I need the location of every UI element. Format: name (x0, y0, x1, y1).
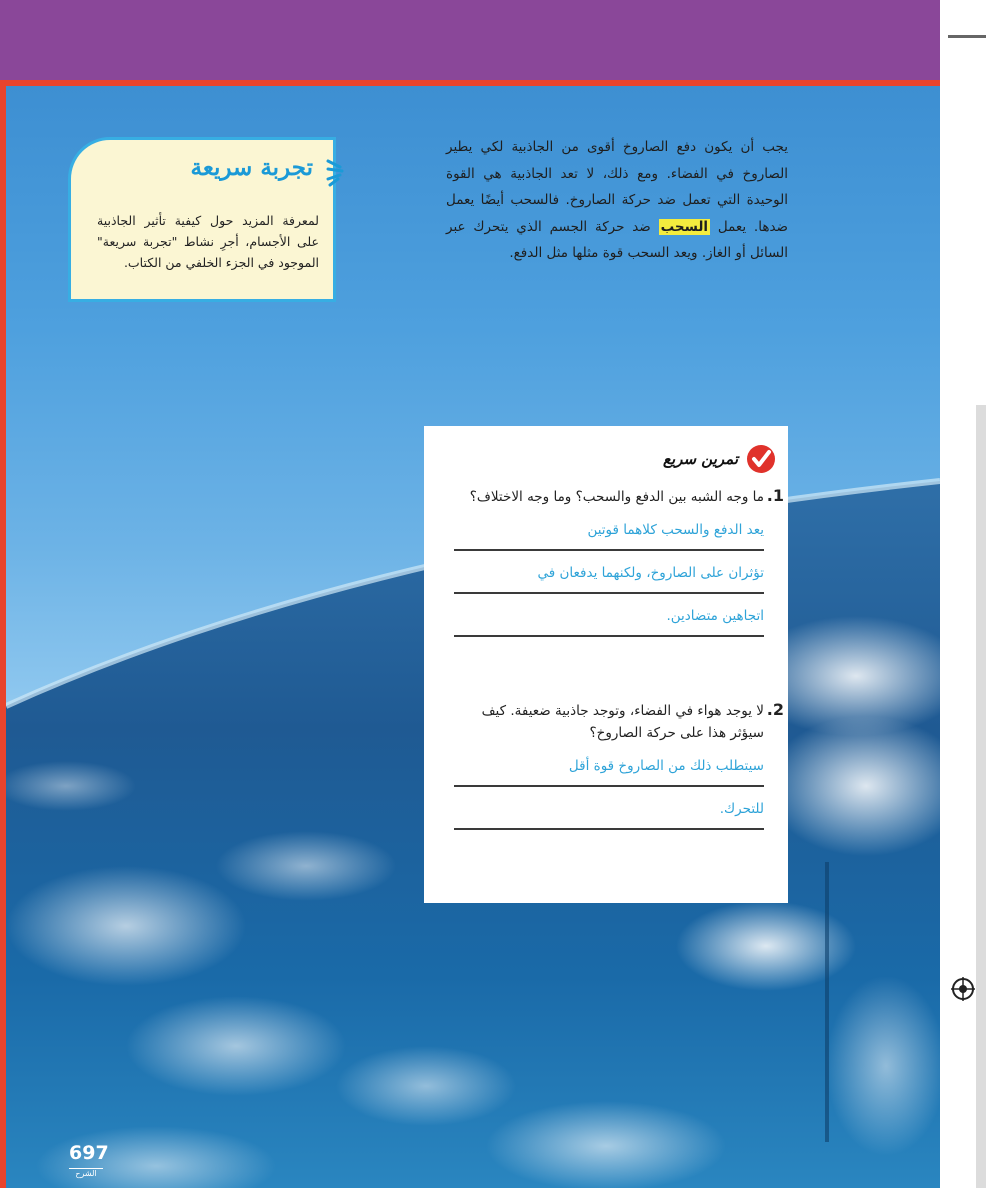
page-label: الشرح (69, 1168, 103, 1178)
intro-paragraph (446, 134, 788, 267)
quick-lab-text: لمعرفة المزيد حول كيفية تأثير الجاذبية على الأجسام، أجرِ نشاط "تجربة سريعة" الموجود في الجزء الخلفي من الكتاب. (97, 213, 319, 270)
practice-header (663, 444, 776, 474)
question-number: 1. (766, 486, 784, 505)
intro-text-after: ضد حركة الجسم الذي يتحرك عبر السائل أو الغاز. ويعد السحب قوة مثلها مثل الدفع. (446, 218, 788, 261)
page-number: 697 (69, 1142, 109, 1164)
answer-line[interactable]: تؤثران على الصاروخ، ولكنهما يدفعان في (454, 551, 764, 594)
question-2 (454, 700, 784, 830)
sparkle-icon (324, 157, 346, 189)
question-1 (454, 486, 784, 637)
scrollbar-track[interactable] (976, 405, 986, 1188)
question-number: 2. (766, 700, 784, 719)
checkmark-icon (746, 444, 776, 474)
highlighted-term: السحب (660, 218, 709, 235)
answer-line[interactable]: سيتطلب ذلك من الصاروخ قوة أقل (454, 744, 764, 787)
margin-dash (948, 35, 986, 38)
top-banner (0, 0, 940, 80)
practice-title: تمرين سريع (663, 450, 738, 468)
question-text: لا يوجد هواء في الفضاء، وتوجد جاذبية ضعيفة. كيف سيؤثر هذا على حركة الصاروخ؟ (481, 703, 764, 741)
quick-practice-box (424, 426, 788, 903)
answer-line[interactable]: للتحرك. (454, 787, 764, 830)
intro-text-before: يجب أن يكون دفع الصاروخ أقوى من الجاذبية لكي يطير الصاروخ في الفضاء. ومع ذلك، لا تعد الجاذبية هي القوة الوحيدة التي تعمل ضد حركة الصاروخ. فالسحب أيضًا يعمل ضدها. يعمل (446, 139, 789, 235)
crosshair-icon (950, 976, 976, 1002)
answer-line[interactable]: يعد الدفع والسحب كلاهما قوتين (454, 508, 764, 551)
question-text: ما وجه الشبه بين الدفع والسحب؟ وما وجه الاختلاف؟ (469, 489, 764, 505)
answer-line[interactable]: اتجاهين متضادين. (454, 594, 764, 637)
quick-lab-title: تجربة سريعة (190, 154, 313, 181)
quick-lab-callout (68, 137, 336, 302)
photo-credit-strip (823, 862, 831, 1142)
